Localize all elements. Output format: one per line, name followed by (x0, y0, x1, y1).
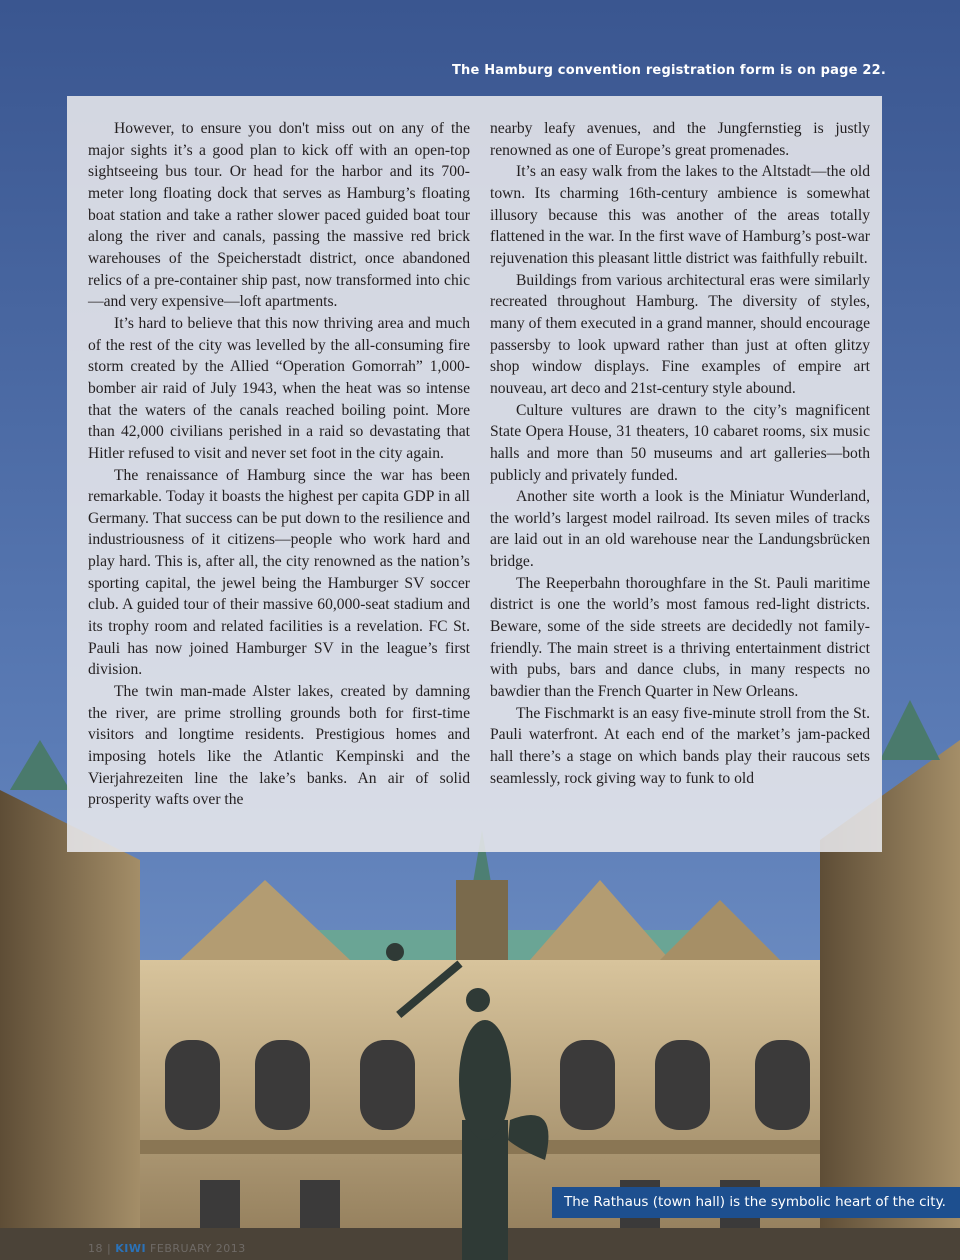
paragraph: Buildings from various architectural eras were similarly recreated throughout Hamburg. The diversity of styles, many of them executed in a grand manner, should encourage passersby to look upward rather than just at often glitzy shop window displays. Fine examples of empire art nouveau, art deco and 21st-century style abound. (490, 271, 870, 397)
magazine-name: KIWI (115, 1242, 147, 1255)
paragraph: The twin man-made Alster lakes, created by damning the river, are prime strolling grounds both for first-time visitors and longtime residents. Prestigious homes and imposing hotels like the Atlantic Kempinski and the Vierjahrezeiten line the lake’s banks. An air of solid prosperity wafts over the (88, 683, 470, 809)
paragraph: Another site worth a look is the Miniatur Wunderland, the world’s largest model railroad. Its seven miles of tracks are laid out in an old warehouse near the Landungsbrücken bridge. (490, 488, 870, 571)
paragraph: However, to ensure you don't miss out on any of the major sights it’s a good plan to kick off with an open-top sightseeing bus tour. Or head for the harbor and its 700-meter long floating dock that serves as Hamburg’s floating boat station and take a rather slower paced guided boat tour along the river and canals, passing the massive red brick warehouses of the Speicherstadt district, once abandoned relics of a pre-container ship past, now transformed into chic—and very expensive—loft apartments. (88, 120, 470, 311)
paragraph: Culture vultures are drawn to the city’s magnificent State Opera House, 31 theaters, 10 cabaret rooms, six music halls and more than 50 museums and art galleries—both publicly and privately funded. (490, 401, 870, 484)
page-footer: 18 | KIWI FEBRUARY 2013 (88, 1242, 246, 1255)
page-number: 18 (88, 1242, 103, 1255)
issue-date: FEBRUARY 2013 (150, 1242, 246, 1255)
registration-form-note: The Hamburg convention registration form is on page 22. (451, 63, 886, 78)
paragraph: It’s hard to believe that this now thriving area and much of the rest of the city was levelled by the all-consuming fire storm created by the Allied “Operation Gomorrah” 1,000-bomber air raid of July 1943, when the heat was so intense that the waters of the canals reached boiling point. More than 42,000 civilians perished in a raid so devastating that Hitler refused to visit and never set foot in the city again. (88, 314, 470, 462)
paragraph: The Reeperbahn thoroughfare in the St. Pauli maritime district is one the world’s most famous red-light districts. Beware, some of the side streets are decidedly not family-friendly. The main street is a thriving entertainment district with pubs, bars and dance clubs, in many respects no bawdier than the French Quarter in New Orleans. (490, 574, 870, 701)
article-column-right (490, 118, 870, 789)
paragraph: The Fischmarkt is an easy five-minute stroll from the St. Pauli waterfront. At each end of the market’s jam-packed hall there’s a stage on which bands play their raucous sets seamlessly, rock giving way to funk to old (490, 704, 870, 787)
paragraph: It’s an easy walk from the lakes to the Altstadt—the old town. Its charming 16th-century ambience is somewhat illusory because this was another of the areas totally flattened in the war. In the first wave of Hamburg’s post-war rejuvenation this pleasant little district was faithfully rebuilt. (490, 163, 870, 267)
paragraph: The renaissance of Hamburg since the war has been remarkable. Today it boasts the highest per capita GDP in all Germany. That success can be put down to the resilience and industriousness of it citizens—people who work hard and play hard. This is, after all, the city renowned as the nation’s sporting capital, the jewel being the Hamburger SV soccer club. A guided tour of their massive 60,000-seat stadium and its trophy room and related facilities is a revelation. FC St. Pauli has now joined Hamburger SV in the league’s first division. (88, 466, 470, 679)
paragraph: nearby leafy avenues, and the Jungfernstieg is justly renowned as one of Europe’s great promenades. (490, 120, 870, 159)
article-column-left (88, 118, 470, 811)
photo-caption: The Rathaus (town hall) is the symbolic heart of the city. (552, 1187, 960, 1218)
